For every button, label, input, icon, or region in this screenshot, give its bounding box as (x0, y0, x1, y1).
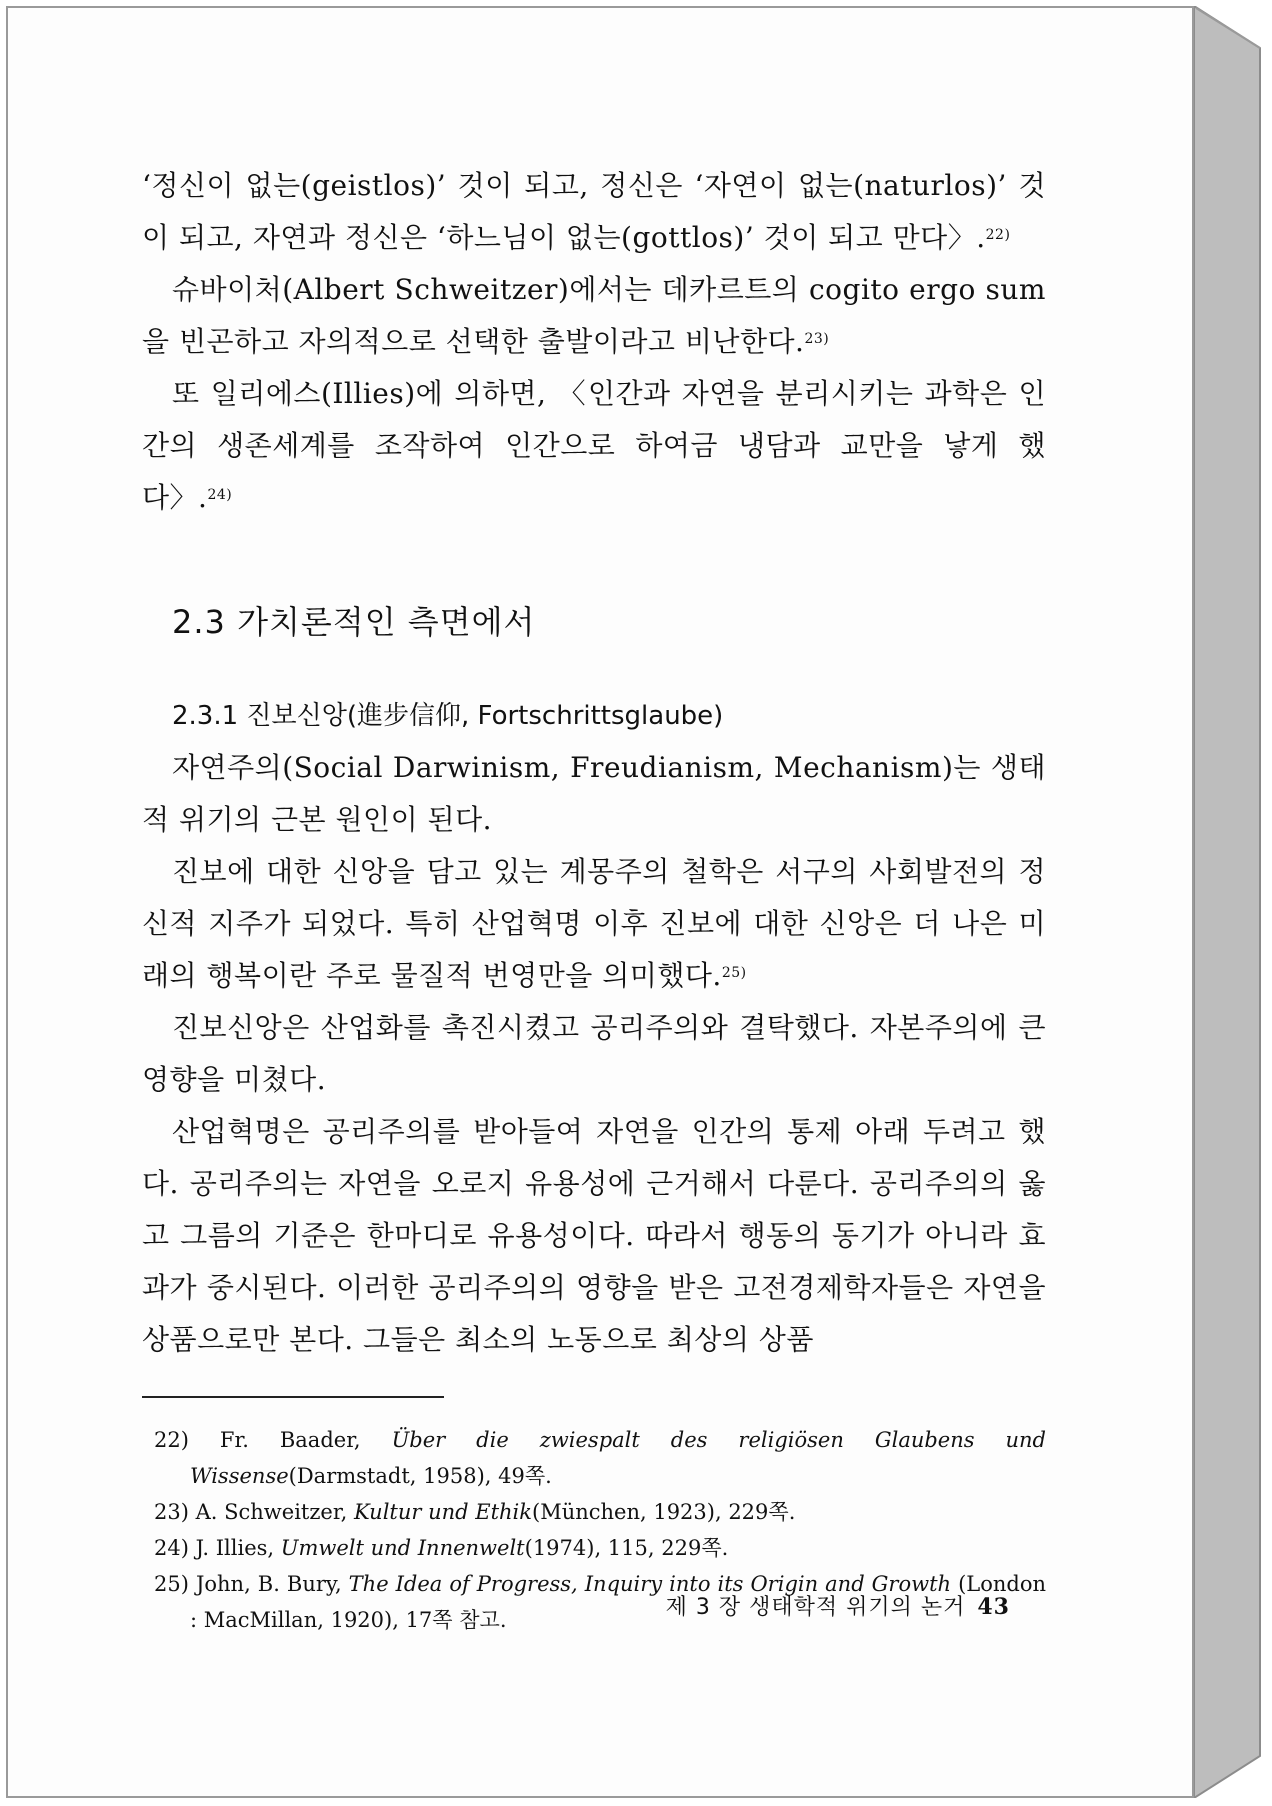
paragraph-text: 슈바이처(Albert Schweitzer)에서는 데카르트의 cogito ergo sum을 빈곤하고 자의적으로 선택한 출발이라고 비난한다. (142, 273, 1046, 358)
paragraph (142, 368, 1046, 524)
paragraph-text: 진보에 대한 신앙을 담고 있는 계몽주의 철학은 서구의 사회발전의 정신적 지주가 되었다. 특히 산업혁명 이후 진보에 대한 신앙은 더 나은 미래의 행복이란 주로 물질적 번영만을 의미했다. (142, 855, 1046, 992)
footnote-author: John, B. Bury, (195, 1572, 349, 1596)
footnote-author: J. Illies, (195, 1536, 281, 1560)
page-footer (590, 1590, 1010, 1621)
footnote-author: Fr. Baader, (219, 1428, 392, 1452)
paragraph (142, 1002, 1046, 1106)
footnote-marker[interactable]: 24) (207, 487, 233, 503)
running-footer-chapter: 제 3 장 생태학적 위기의 논거 (665, 1595, 966, 1620)
footnote-publication: (München, 1923), 229쪽. (532, 1500, 796, 1524)
paragraph (142, 160, 1046, 264)
footnote-number: 23) (154, 1500, 189, 1524)
paragraph (142, 264, 1046, 368)
footnote-number: 22) (154, 1428, 189, 1452)
footnote-number: 25) (154, 1572, 189, 1596)
footnote (142, 1530, 1046, 1566)
footnote-number: 24) (154, 1536, 189, 1560)
footnote-author: A. Schweitzer, (195, 1500, 354, 1524)
paragraph (142, 742, 1046, 846)
footnote-publication: (Darmstadt, 1958), 49쪽. (288, 1464, 552, 1488)
footnote-marker[interactable]: 23) (804, 331, 830, 347)
footnote-marker[interactable]: 25) (721, 965, 747, 981)
paragraph-text: ‘정신이 없는(geistlos)’ 것이 되고, 정신은 ‘자연이 없는(naturlos)’ 것이 되고, 자연과 정신은 ‘하느님이 없는(gottlos)’ 것이 되고 만다〉. (142, 169, 1046, 254)
footnote-publication: (London : MacMillan, 1920), 17쪽 참고. (190, 1572, 1046, 1632)
footnote-marker[interactable]: 22) (985, 227, 1011, 243)
footnote-divider (142, 1396, 444, 1398)
page-side-edge (1194, 6, 1268, 1798)
footnote-title: Umwelt und Innenwelt (280, 1536, 525, 1560)
paragraph-text: 산업혁명은 공리주의를 받아들여 자연을 인간의 통제 아래 두려고 했다. 공리주의는 자연을 오로지 유용성에 근거해서 다룬다. 공리주의의 옳고 그름의 기준은 한마디로 유용성이다. 따라서 행동의 동기가 아니라 효과가 중시된다. 이러한 공리주의의 영향을 받은 고전경제학자들은 자연을 상품으로만 본다. 그들은 최소의 노동으로 최상의 상품 (142, 1115, 1046, 1356)
footnote-title: Über die zwiespalt des religiösen Glaubens und Wissense (190, 1428, 1046, 1488)
paragraph-text: 또 일리에스(Illies)에 의하면, 〈인간과 자연을 분리시키는 과학은 인간의 생존세계를 조작하여 인간으로 하여금 냉담과 교만을 낳게 했다〉. (142, 377, 1046, 514)
footnote (142, 1494, 1046, 1530)
footnote (142, 1422, 1046, 1494)
footnote-title: The Idea of Progress, Inquiry into its Origin and Growth (348, 1572, 952, 1596)
paragraph (142, 846, 1046, 1002)
paragraph-text: 자연주의(Social Darwinism, Freudianism, Mechanism)는 생태적 위기의 근본 원인이 된다. (142, 751, 1046, 836)
paragraph-text: 진보신앙은 산업화를 촉진시켰고 공리주의와 결탁했다. 자본주의에 큰 영향을 미쳤다. (142, 1011, 1046, 1096)
footnote-title: Kultur und Ethik (353, 1500, 532, 1524)
section-title: 2.3 가치론적인 측면에서 (172, 603, 536, 641)
page-number: 43 (977, 1594, 1010, 1620)
body-text-top (142, 160, 1046, 524)
paragraph (142, 1106, 1046, 1366)
page-content (142, 160, 1046, 1638)
subsection-title: 2.3.1 진보신앙(進步信仰, Fortschrittsglaube) (172, 701, 724, 731)
footnote-publication: (1974), 115, 229쪽. (524, 1536, 729, 1560)
body-text-bottom (142, 742, 1046, 1366)
